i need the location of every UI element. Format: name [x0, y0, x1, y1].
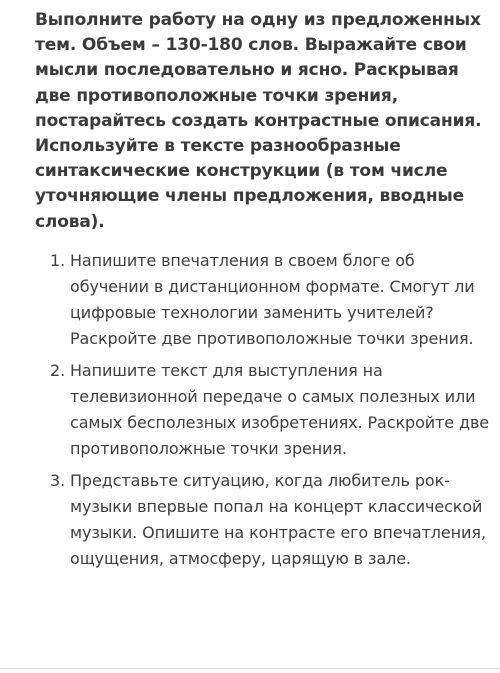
task-number: 3. — [50, 471, 66, 490]
task-number: 2. — [50, 361, 66, 380]
task-list — [50, 248, 490, 578]
bottom-divider — [0, 668, 500, 669]
task-number: 1. — [50, 251, 66, 270]
task-item-2 — [50, 358, 490, 462]
task-text: Представьте ситуацию, когда любитель рок-музыки впервые попал на концерт классической музыки. Опишите на контрасте его впечатления, ощущения, атмосферу, царящую в зале. — [70, 471, 486, 568]
task-item-3 — [50, 468, 490, 572]
task-item-1 — [50, 248, 490, 352]
task-text: Напишите впечатления в своем блоге об обучении в дистанционном формате. Смогут ли цифровые технологии заменить учителей? Раскройте две противоположные точки зрения. — [70, 251, 475, 348]
task-text: Напишите текст для выступления на телевизионной передаче о самых полезных или самых бесполезных изобретениях. Раскройте две противоположные точки зрения. — [70, 361, 490, 458]
assignment-instructions: Выполните работу на одну из предложенных тем. Объем – 130-180 слов. Выражайте свои мысли последовательно и ясно. Раскрывая две противоположные точки зрения, постарайтесь создать контрастные описания. Используйте в тексте разнообразные синтаксические конструкции (в том числе уточняющие члены предложения, вводные слова). — [35, 10, 482, 232]
